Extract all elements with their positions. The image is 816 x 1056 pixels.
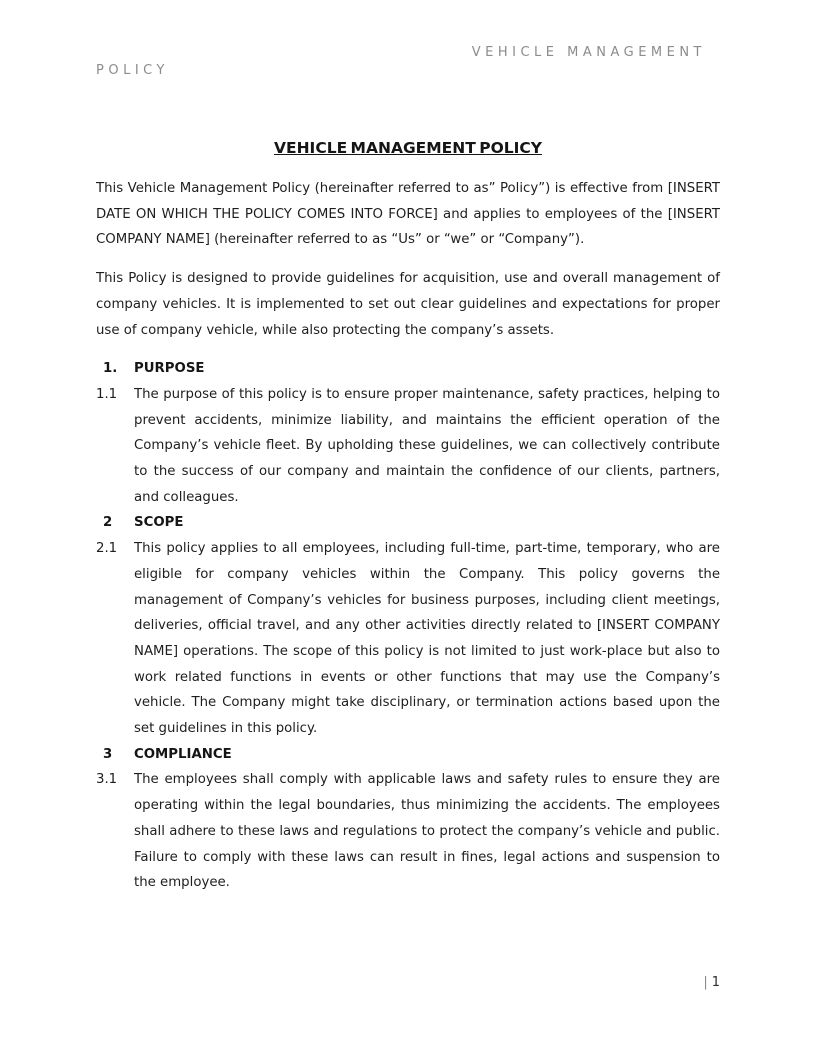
intro-paragraph-1: This Vehicle Management Policy (hereinafter referred to as” Policy”) is effective from [INSERT DATE ON WHICH THE POLICY COMES INTO FORCE] and applies to employees of the [INSERT COMPANY NAME] (hereinafter referred to as “Us” or “we” or “Company”). xyxy=(96,181,720,248)
section-heading-compliance xyxy=(96,742,720,768)
section-title: COMPLIANCE xyxy=(134,746,232,762)
footer-separator: | xyxy=(703,975,708,990)
section-number: 1. xyxy=(103,361,118,377)
section-number: 2 xyxy=(103,515,113,531)
header-text-line2: POLICY xyxy=(96,63,169,78)
clause-2-1 xyxy=(96,536,720,742)
clause-text: The employees shall comply with applicable laws and safety rules to ensure they are operating within the legal boundaries, thus minimizing the accidents. The employees shall adhere to these laws and regulations to protect the company’s vehicle and public. Failure to comply with these laws can result in fines, legal actions and suspension to the employee. xyxy=(134,772,720,891)
section-number: 3 xyxy=(103,746,113,762)
section-title: PURPOSE xyxy=(134,361,205,377)
section-title: SCOPE xyxy=(134,515,184,531)
clause-1-1 xyxy=(96,382,720,511)
page-number: 1 xyxy=(711,975,720,990)
page-footer xyxy=(96,975,720,991)
clause-text: This policy applies to all employees, including full-time, part-time, temporary, who are eligible for company vehicles within the Company. This policy governs the management of Company’s vehicles for business purposes, including client meetings, deliveries, official travel, and any other activities directly related to [INSERT COMPANY NAME] operations. The scope of this policy is not limited to just work-place but also to work related functions in events or other functions that may use the Company’s vehicle. The Company might take disciplinary, or termination actions based upon the set guidelines in this policy. xyxy=(134,541,720,737)
header-text-line1: VEHICLE MANAGEMENT xyxy=(471,45,706,60)
document-title: VEHICLE MANAGEMENT POLICY xyxy=(274,139,542,157)
intro-paragraph-2: This Policy is designed to provide guidelines for acquisition, use and overall management of company vehicles. It is implemented to set out clear guidelines and expectations for proper use of company vehicle, while also protecting the company’s assets. xyxy=(96,271,720,338)
clause-number: 2.1 xyxy=(96,541,118,557)
clause-text: The purpose of this policy is to ensure proper maintenance, safety practices, helping to prevent accidents, minimize liability, and maintains the efficient operation of the Company’s vehicle fleet. By upholding these guidelines, we can collectively contribute to the success of our company and maintain the confidence of our clients, partners, and colleagues. xyxy=(134,386,720,505)
document-body xyxy=(96,135,720,896)
clause-number: 3.1 xyxy=(96,772,118,788)
clause-number: 1.1 xyxy=(96,386,118,402)
section-heading-purpose xyxy=(96,356,720,382)
clause-3-1 xyxy=(96,767,720,896)
section-heading-scope xyxy=(96,510,720,536)
page-header xyxy=(96,44,720,80)
